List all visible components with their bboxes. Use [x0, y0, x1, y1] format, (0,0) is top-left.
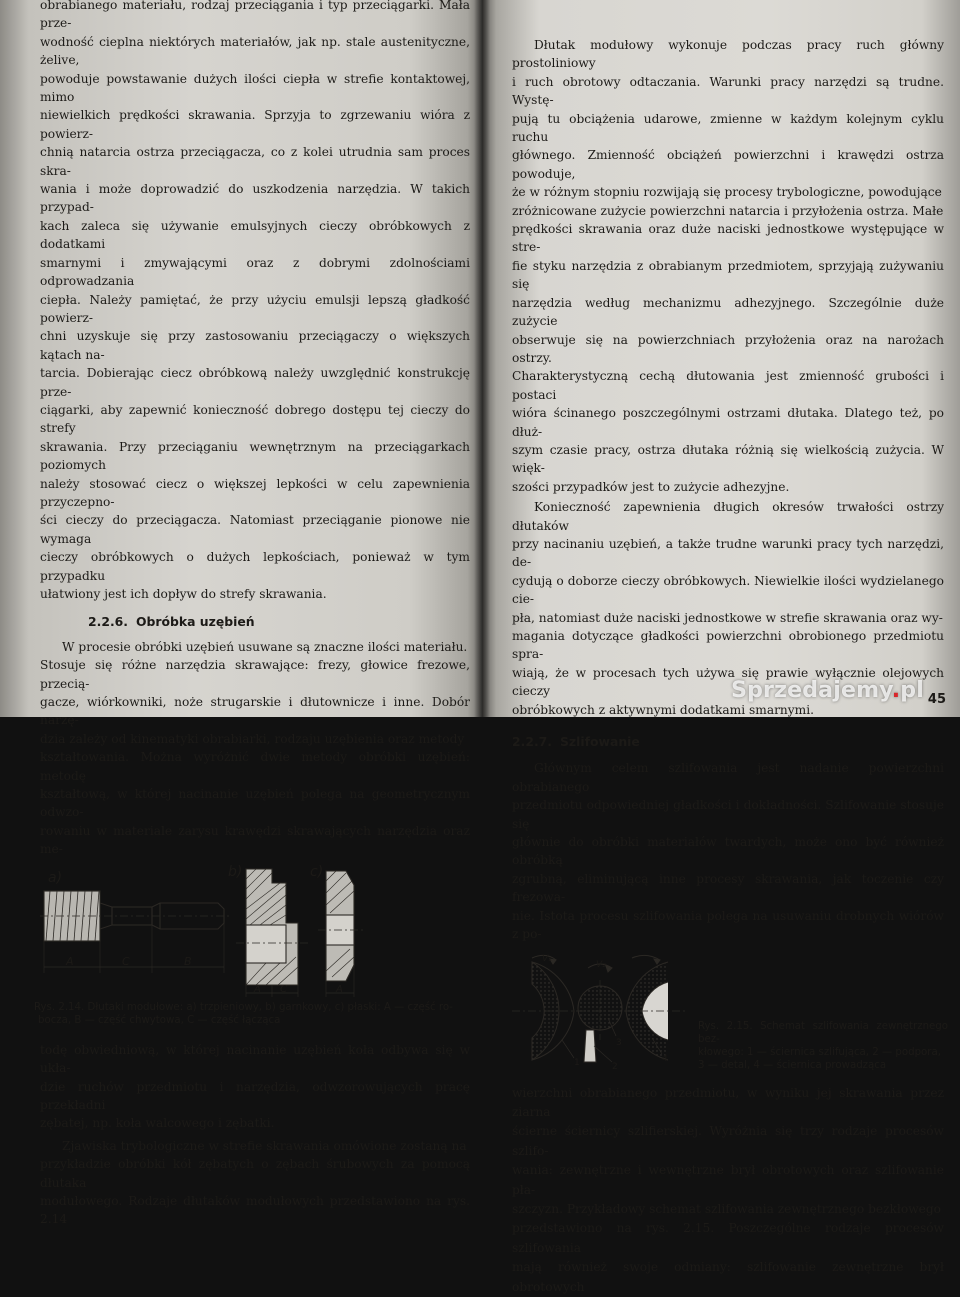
text-line: wania: zewnętrzne i wewnętrzne brył obrotowych oraz szlifowanie pła-	[512, 1163, 944, 1197]
paragraph	[40, 638, 470, 859]
velocity-label-v1: V₁	[542, 953, 552, 964]
text-line: dzia zależy od kinematyki obrabiarki, rodzaju uzębienia oraz metody	[40, 731, 465, 746]
text-line: Charakterystyczną cechą dłutowania jest zmienność grubości i postaci	[512, 369, 944, 402]
part-label-4: 4	[662, 1053, 668, 1064]
text-line: powoduje powstawanie dużych ilości ciepła w strefie kontaktowej, mimo	[40, 71, 470, 105]
text-line: fie styku narzędzia z obrabianym przedmiotem, sprzyjają zużywaniu się	[512, 258, 944, 292]
caption-line: Rys. 2.14. Dłutaki modułowe: a) trzpieniowy, b) garnkowy, c) płaski: A — część ro-	[34, 1001, 453, 1013]
figure-caption	[698, 1020, 948, 1072]
caption-line: Rys. 2.15. Schemat szlifowania zewnętrznego bez-	[698, 1020, 948, 1045]
text-line: szości przypadków jest to zużycie adhezyjne.	[512, 479, 790, 494]
text-line: nie. Istota procesu szlifowania polega na usuwaniu drobnych wiórów z po-	[512, 908, 944, 942]
text-line: todę obwiedniową, w której nacinanie uzębień koła odbywa się w ukła-	[40, 1042, 470, 1076]
section-heading	[88, 613, 470, 631]
paragraph	[40, 1041, 470, 1133]
figure-2-14	[40, 863, 470, 1001]
text-line: wania i może doprowadzić do uszkodzenia narzędzia. W takich przypad-	[40, 182, 470, 215]
paragraph	[512, 36, 944, 496]
text-line: obrabianego materiału, rodzaj przeciągania i typ przeciągarki. Mała prze-	[40, 0, 470, 31]
text-line: kach zaleca się używanie emulsyjnych cieczy obróbkowych z dodatkami	[40, 218, 470, 252]
left-page-text	[34, 0, 470, 1229]
text-line: należy stosować ciecz o większej lepkości w celu zapewnienia przyczepno-	[40, 476, 470, 509]
text-line: Zjawiska trybologiczne w strefie skrawania omówione zostaną na	[62, 1138, 467, 1153]
book-gutter	[474, 0, 490, 717]
text-line: przy nacinaniu uzębień, a także trudne warunki pracy tych narzędzi, de-	[512, 536, 944, 570]
text-line: gacze, wiórkowniki, noże strugarskie i dłutownicze i inne. Dobór narzę-	[40, 695, 470, 728]
text-line: wióra ścinanego poszczególnymi ostrzami dłutaka. Dlatego też, po dłuż-	[512, 406, 944, 439]
watermark-tld: pl	[900, 678, 924, 703]
section-title: Szlifowanie	[560, 734, 640, 750]
text-line: zróżnicowane zużycie powierzchni natarcia i przyłożenia ostrza. Małe	[512, 203, 944, 218]
text-line: przedstawiono na rys. 2.15. Poszczególne rodzaje procesów szlifowania	[512, 1221, 944, 1255]
text-line: niewielkich prędkości skrawania. Sprzyja to zgrzewaniu wióra z powierz-	[40, 108, 470, 141]
text-line: pła, natomiast duże naciski jednostkowe w strefie skrawania oraz wy-	[512, 610, 943, 625]
section-number: 2.2.7.	[512, 734, 552, 750]
section-heading	[512, 733, 944, 751]
right-page	[482, 0, 960, 1294]
text-line: cydują o doborze cieczy obróbkowych. Niewielkie ilości wydzielanego cie-	[512, 573, 944, 607]
text-line: kształtowania. Można wyróżnić dwie metody obróbki uzębień: metodę	[40, 750, 470, 783]
text-line: skrawania. Przy przeciąganiu wewnętrznym na przeciągarkach poziomych	[40, 439, 470, 473]
dimension-label: A	[66, 954, 74, 968]
text-line: wiają, że w procesach tych używa się prawie wyłącznie olejowych cieczy	[512, 665, 944, 699]
text-line: cieczy obróbkowych o dużych lepkościach, ponieważ w tym przypadku	[40, 550, 470, 583]
caption-line: 3 — detal, 4 — ściernica prowadząca	[698, 1059, 887, 1071]
text-line: obróbkowych z aktywnymi dodatkami smarnymi.	[512, 702, 814, 717]
text-line: zębatej, np. koła walcowego i zębatki.	[40, 1116, 275, 1131]
text-line: magania dotyczące gładkości powierzchni obrobionego przedmiotu spra-	[512, 629, 944, 662]
dimension-label: C	[122, 954, 130, 968]
text-line: rowaniu w materiale zarysu krawędzi skrawających narzędzia oraz me-	[40, 823, 470, 857]
text-line: kształtową, w której nacinanie uzębień polega na geometrycznym odwzo-	[40, 787, 470, 820]
text-line: Stosuje się różne narzędzia skrawające: frezy, głowice frezowe, przecią-	[40, 658, 470, 691]
part-label-2: 2	[612, 1061, 618, 1072]
right-page-text	[512, 0, 948, 1297]
text-line: wierzchni obrabianego przedmiotu, w wyniku jej skrawania przez ziarna	[512, 1085, 944, 1119]
left-page	[0, 0, 482, 1227]
text-line: mają również swoje odmiany: szlifowanie zewnętrzne brył obrotowych	[512, 1260, 944, 1294]
caption-line: kłowego: 1 — ściernica szlifująca, 2 — podpora,	[698, 1046, 941, 1058]
text-line: chnią natarcia ostrza przeciągacza, co z kolei utrudnia sam proces skra-	[40, 145, 470, 178]
text-line: przedmiotu odpowiedniej gładkości i dokładności. Szlifowanie stosuje się	[512, 798, 944, 831]
figure-2-15	[512, 950, 948, 1076]
text-line: szym czasie pracy, ostrza dłutaka różnią się wielkością zużycia. W więk-	[512, 442, 944, 476]
text-line: przykładzie obróbki kół zębatych o zębach śrubowych za pomocą dłutaka	[40, 1157, 470, 1190]
text-line: ścierne ściernicy szlifierskiej. Wyróżnia się trzy rodzaje procesów szlifo-	[512, 1124, 944, 1158]
text-line: wodność cieplna niektórych materiałów, jak np. stale austenityczne, żelive,	[40, 34, 470, 68]
page-number: 45	[927, 692, 946, 707]
text-line: zgrubną, eliminującą inne procesy skrawania, jak toczenie czy frezowa-	[512, 871, 944, 905]
text-line: Głównym celem szlifowania jest nadanie powierzchni obrabianego	[512, 761, 944, 794]
text-line: głównego. Zmienność obciążeń powierzchni i krawędzi ostrza powoduje,	[512, 148, 944, 181]
text-line: modułowego. Rodzaje dłutaków modułowych przedstawiono na rys. 2.14	[40, 1193, 470, 1227]
text-line: szczyzn. Przykładowy schemat szlifowania zewnętrznego bezkłowego	[512, 1201, 941, 1216]
figure-label-b: b)	[228, 863, 243, 880]
dimension-label: C	[280, 983, 287, 995]
section-title: Obróbka uzębień	[136, 614, 255, 630]
text-line: Dłutak modułowy wykonuje podczas pracy ruch główny prostoliniowy	[512, 38, 944, 71]
paragraph	[40, 1137, 470, 1229]
text-line: tarcia. Dobierając ciecz obróbkową należy uwzględnić konstrukcję prze-	[40, 366, 470, 399]
dimension-label: A	[254, 983, 261, 995]
text-line: obserwuje się na powierzchniach przyłożenia oraz na narożach ostrzy.	[512, 332, 944, 365]
watermark-text: Sprzedajemy	[731, 678, 892, 703]
figure-label-a: a)	[48, 869, 63, 886]
text-line: dzie ruchów przedmiotu i narzędzia, odwzorowujących pracę przekładni	[40, 1079, 470, 1112]
section-number: 2.2.6.	[88, 614, 128, 630]
text-line: chni uzyskuje się przy zastosowaniu przeciągaczy o większych kątach na-	[40, 329, 470, 362]
text-line: głównie do obróbki materiałów twardych, może ono być również obróbką	[512, 835, 944, 868]
watermark-dot: .	[891, 678, 901, 703]
text-line: Konieczność zapewnienia długich okresów trwałości ostrzy dłutaków	[512, 500, 944, 533]
dimension-label: B	[184, 954, 192, 968]
text-line: ułatwiony jest ich dopływ do strefy skrawania.	[40, 587, 327, 601]
text-line: prędkości skrawania oraz duże naciski jednostkowe występujące w stre-	[512, 222, 944, 255]
text-line: i ruch obrotowy odtaczania. Warunki pracy narzędzi są trudne. Wystę-	[512, 74, 944, 108]
velocity-label-v2: V₂	[596, 959, 606, 970]
paragraph	[40, 0, 470, 603]
figure-label-c: c)	[310, 863, 324, 880]
part-label-3: 3	[616, 1037, 622, 1048]
text-line: pują tu obciążenia udarowe, zmienne w każdym kolejnym cyklu ruchu	[512, 111, 944, 145]
text-line: narzędzia według mechanizmu adhezyjnego. Szczególnie duże zużycie	[512, 295, 944, 329]
paragraph	[512, 759, 944, 943]
text-line: że w różnym stopniu rozwijają się procesy trybologiczne, powodujące	[512, 185, 942, 200]
text-line: W procesie obróbki uzębień usuwane są znaczne ilości materiału.	[62, 639, 468, 654]
part-label-1: 1	[574, 1057, 580, 1068]
caption-line: bocza, B — część chwytowa, C — część łącząca	[38, 1014, 281, 1026]
text-line: ciągarki, aby zapewnić konieczność dobrego dostępu tej cieczy do strefy	[40, 402, 470, 436]
watermark-logo	[731, 678, 924, 703]
paragraph	[512, 1084, 944, 1297]
text-line: ciepła. Należy pamiętać, że przy użyciu emulsji lepszą gładkość powierz-	[40, 292, 470, 325]
dimension-label: A	[336, 983, 343, 995]
figure-caption	[34, 1001, 470, 1027]
text-line: ści cieczy do przeciągacza. Natomiast przeciąganie pionowe nie wymaga	[40, 513, 470, 546]
text-line: smarnymi i zmywającymi oraz z dobrymi zdolnościami odprowadzania	[40, 255, 470, 289]
